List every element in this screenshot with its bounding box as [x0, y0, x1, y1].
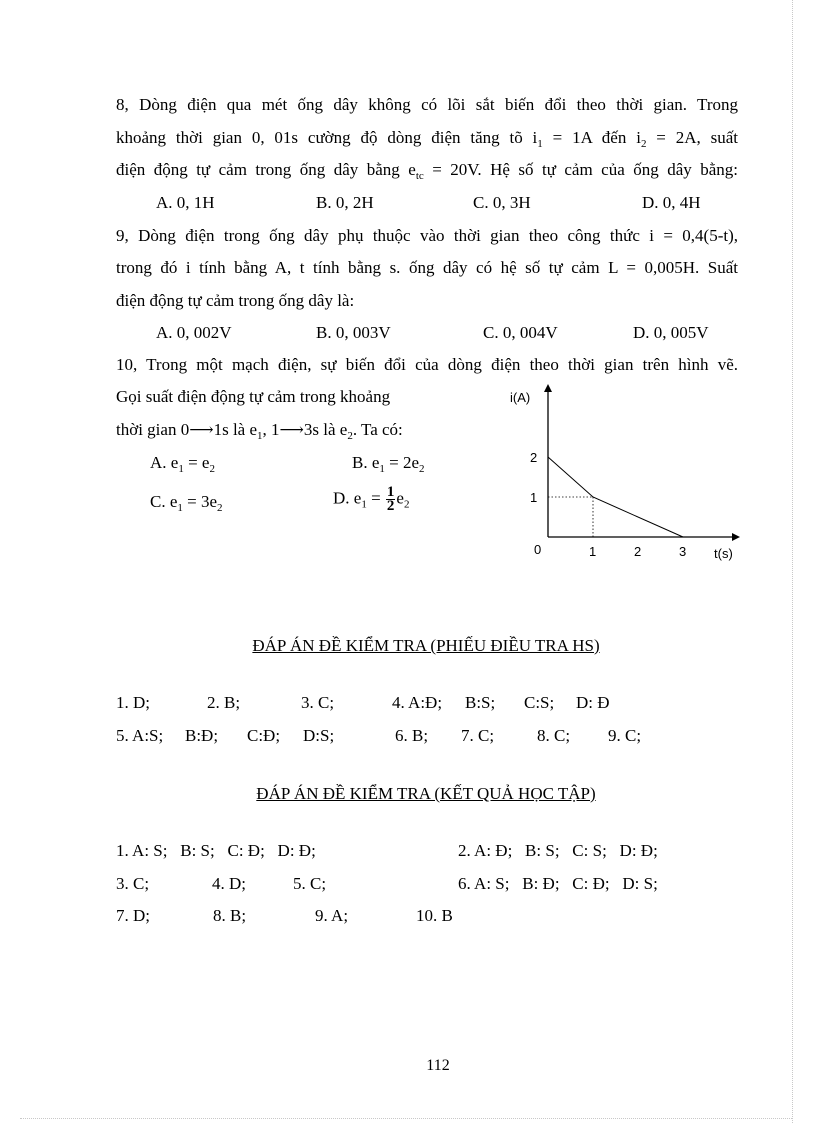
origin-label: 0: [534, 542, 542, 557]
q10-line-2: Gọi suất điện động tự cảm trong khoảng: [116, 387, 391, 406]
answer-item: 7. D;: [116, 906, 150, 925]
q10-option-d: D. $e_1$ = $\frac{1}{2}$ $e_2$: [333, 484, 410, 514]
x-tick-label: 3: [679, 544, 687, 559]
answers-kq-row-1-left: 1. A: S; B: S; C: Đ; D: Đ;: [116, 841, 316, 860]
answer-item: 7. C;: [461, 726, 495, 745]
answer-item: 5. A:S;: [116, 726, 164, 745]
q8-option-b: B. 0, 2H: [316, 193, 374, 212]
answers-hs-heading: ĐÁP ÁN ĐỀ KIỂM TRA (PHIẾU ĐIỀU TRA HS): [252, 636, 600, 655]
answer-item: 9. A;: [315, 906, 349, 925]
q9-option-b: B. 0, 003V: [316, 323, 391, 342]
answer-item: C:Đ;: [247, 726, 281, 745]
q8-option-a: A. 0, 1H: [156, 193, 215, 212]
q8-option-d: D. 0, 4H: [642, 193, 701, 212]
q8-line-2: khoảng thời gian 0, 01s cường độ dòng điện tăng tõ $i_1 = 1A$ đến $i_2 = 2A$, suất: [116, 128, 739, 150]
q9-option-a: A. 0, 002V: [156, 323, 232, 342]
q9-option-c: C. 0, 004V: [483, 323, 558, 342]
x-tick-label: 2: [634, 544, 642, 559]
answer-item: D:S;: [303, 726, 335, 745]
answer-item: B:Đ;: [185, 726, 219, 745]
answers-kq-row-1-right: 2. A: Đ; B: S; C: S; D: Đ;: [458, 841, 658, 860]
q10-line-3: thời gian 0⟶1s là $e_1$, 1⟶3s là $e_2$. Ta có:: [116, 420, 403, 442]
q9-line-1: 9, Dòng điện trong ống dây phụ thuộc vào thời gian theo công thức i = 0,4(5-t),: [116, 226, 738, 245]
answer-item: 6. B;: [395, 726, 429, 745]
x-axis-label: t(s): [714, 546, 733, 561]
answer-item: C:S;: [524, 693, 555, 712]
answer-item: 8. B;: [213, 906, 247, 925]
answer-item: B:S;: [465, 693, 496, 712]
y-axis-label: i(A): [510, 390, 531, 405]
fraction-one-half: $\frac{1}{2}$: [386, 484, 395, 514]
answer-item: 5. C;: [293, 874, 327, 893]
q9-line-3: điện động tự cảm trong ống dây là:: [116, 291, 355, 310]
answer-item: 10. B: [416, 906, 453, 925]
answers-kq-heading: ĐÁP ÁN ĐỀ KIỂM TRA (KẾT QUẢ HỌC TẬP): [256, 784, 596, 803]
current-time-graph: [500, 380, 750, 570]
series-current: [548, 457, 683, 537]
answer-item: 4. D;: [212, 874, 246, 893]
q10-option-c: C. $e_1 = 3e_2$: [150, 492, 223, 514]
answer-item: 8. C;: [537, 726, 571, 745]
answer-item: 3. C;: [301, 693, 335, 712]
page-border-right: [792, 0, 793, 1123]
answer-item: 2. B;: [207, 693, 241, 712]
answer-item: 4. A:Đ;: [392, 693, 443, 712]
q8-line-3: điện động tự cảm trong ống dây bằng $e_{tc} = 20V$. Hệ số tự cảm của ống dây bằng:: [116, 160, 738, 182]
q9-option-d: D. 0, 005V: [633, 323, 709, 342]
answers-kq-row-2-right: 6. A: S; B: Đ; C: Đ; D: S;: [458, 874, 658, 893]
answer-item: 9. C;: [608, 726, 642, 745]
y-tick-label: 2: [530, 450, 538, 465]
x-tick-label: 1: [589, 544, 597, 559]
y-tick-label: 1: [530, 490, 538, 505]
q9-line-2: trong đó i tính bằng A, t tính bằng s. ống dây có hệ số tự cảm L = 0,005H. Suất: [116, 258, 738, 277]
page-number: 112: [426, 1057, 450, 1074]
q10-option-a: A. $e_1 = e_2$: [150, 453, 215, 475]
q10-option-b: B. $e_1 = 2e_2$: [352, 453, 425, 475]
answer-item: D: Đ: [576, 693, 610, 712]
q8-option-c: C. 0, 3H: [473, 193, 531, 212]
q8-line-1: 8, Dòng điện qua mét ống dây không có lõi sắt biến đổi theo thời gian. Trong: [116, 95, 738, 114]
answer-item: 1. D;: [116, 693, 150, 712]
q10-line-1: 10, Trong một mạch điện, sự biến đổi của dòng điện theo thời gian trên hình vẽ.: [116, 355, 738, 374]
answer-item: 3. C;: [116, 874, 150, 893]
page-border-bottom: [20, 1118, 792, 1119]
